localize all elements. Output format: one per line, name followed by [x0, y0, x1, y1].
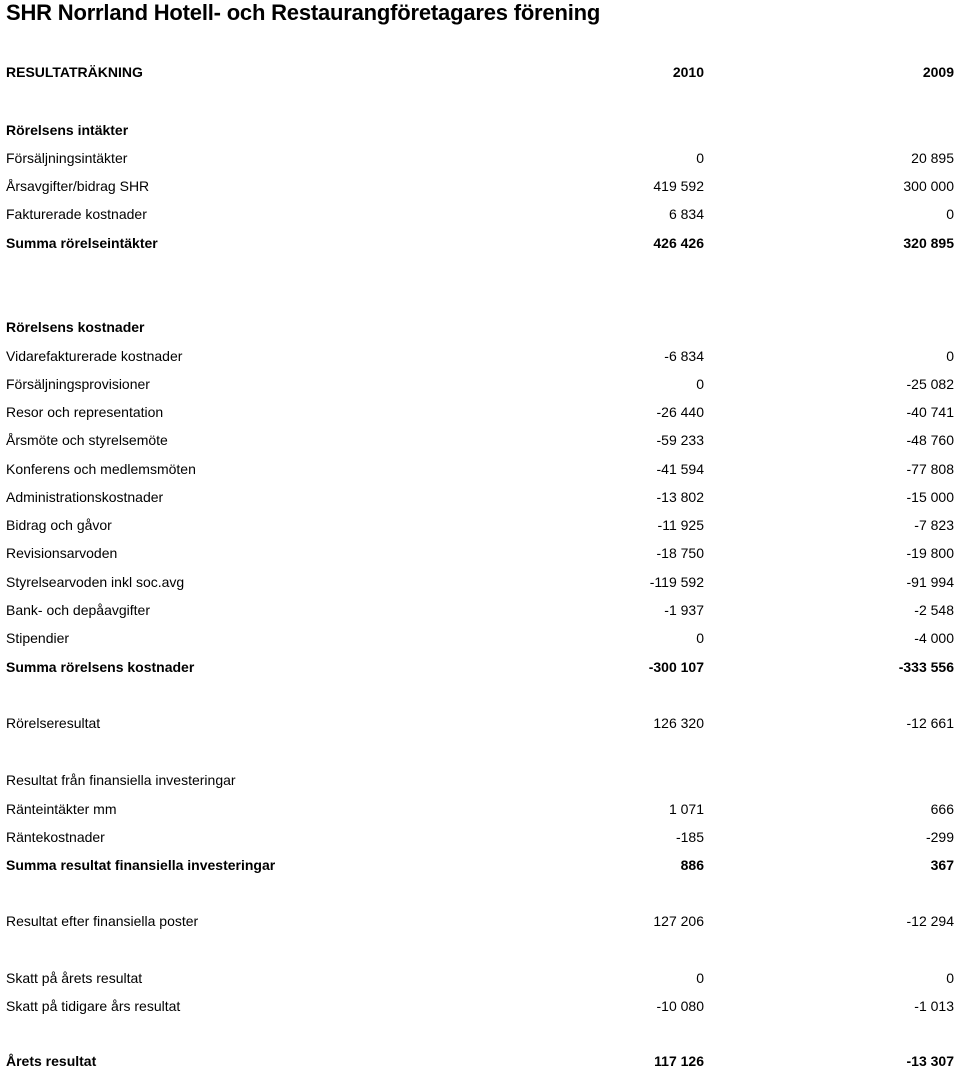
row-label: Resultat efter finansiella poster	[6, 913, 199, 929]
row-label: Revisionsarvoden	[6, 545, 118, 561]
table-row	[0, 203, 960, 225]
value-2009: -12 294	[906, 913, 954, 929]
table-row	[0, 458, 960, 480]
table-row	[0, 175, 960, 197]
row-label: Rörelsens intäkter	[6, 122, 129, 138]
row-label: Summa rörelsens kostnader	[6, 659, 195, 675]
value-2010: -185	[675, 829, 704, 845]
table-row	[0, 712, 960, 734]
document-title: SHR Norrland Hotell- och Restaurangföretagares förening	[6, 0, 601, 25]
value-2009: -77 808	[906, 461, 954, 477]
value-2010: 419 592	[653, 178, 704, 194]
column-header-2009: 2009	[922, 64, 954, 80]
value-2009: -2 548	[914, 602, 954, 618]
value-2009: -40 741	[906, 404, 954, 420]
value-2010: 6 834	[668, 206, 704, 222]
row-label: Stipendier	[6, 630, 70, 646]
row-label: Vidarefakturerade kostnader	[6, 348, 183, 364]
value-2009: -299	[925, 829, 954, 845]
section-heading-financial	[0, 769, 960, 791]
value-2009: -13 307	[906, 1053, 954, 1069]
value-2010: 126 320	[653, 715, 704, 731]
table-row	[0, 429, 960, 451]
value-2009: 0	[946, 206, 954, 222]
table-row	[0, 571, 960, 593]
value-2010: 886	[680, 857, 704, 873]
value-2010: 0	[696, 376, 704, 392]
value-2009: -4 000	[914, 630, 954, 646]
value-2010: 426 426	[653, 235, 704, 251]
table-row	[0, 345, 960, 367]
value-2009: 20 895	[911, 150, 954, 166]
value-2010: -18 750	[656, 545, 704, 561]
value-2009: 367	[930, 857, 954, 873]
net-result-row	[0, 1050, 960, 1072]
value-2010: 0	[696, 970, 704, 986]
row-label: Ränteintäkter mm	[6, 801, 117, 817]
table-row	[0, 627, 960, 649]
value-2009: 300 000	[903, 178, 954, 194]
row-label: Konferens och medlemsmöten	[6, 461, 196, 477]
value-2010: 117 126	[654, 1053, 704, 1069]
value-2010: -6 834	[664, 348, 704, 364]
row-label: Räntekostnader	[6, 829, 105, 845]
value-2009: 0	[946, 348, 954, 364]
row-label: Årsavgifter/bidrag SHR	[6, 178, 150, 194]
value-2010: 127 206	[653, 913, 704, 929]
row-label: Fakturerade kostnader	[6, 206, 147, 222]
row-label: Summa rörelseintäkter	[6, 235, 158, 251]
value-2010: -1 937	[664, 602, 704, 618]
row-label: Bidrag och gåvor	[6, 517, 112, 533]
subtotal-row	[0, 232, 960, 254]
row-label: Resultat från finansiella investeringar	[6, 772, 236, 788]
table-row	[0, 514, 960, 536]
row-label: Administrationskostnader	[6, 489, 164, 505]
row-label: Årsmöte och styrelsemöte	[6, 432, 168, 448]
row-label: Summa resultat finansiella investeringar	[6, 857, 276, 873]
value-2009: -15 000	[906, 489, 954, 505]
value-2009: -48 760	[906, 432, 954, 448]
section-heading-operating-costs	[0, 316, 960, 338]
table-row	[0, 599, 960, 621]
table-row	[0, 401, 960, 423]
table-row	[0, 910, 960, 932]
row-label: Försäljningsintäkter	[6, 150, 128, 166]
value-2010: -26 440	[656, 404, 704, 420]
table-row	[0, 995, 960, 1017]
value-2010: -59 233	[656, 432, 704, 448]
row-label: Rörelseresultat	[6, 715, 101, 731]
statement-heading: RESULTATRÄKNING	[6, 64, 143, 80]
value-2010: 1 071	[668, 801, 704, 817]
value-2009: -25 082	[906, 376, 954, 392]
row-label: Resor och representation	[6, 404, 164, 420]
section-heading-operating-income	[0, 119, 960, 141]
value-2010: -119 592	[649, 574, 704, 590]
subtotal-row	[0, 854, 960, 876]
table-row	[0, 486, 960, 508]
table-row	[0, 542, 960, 564]
row-label: Styrelsearvoden inkl soc.avg	[6, 574, 185, 590]
table-row	[0, 373, 960, 395]
value-2009: 0	[946, 970, 954, 986]
value-2009: -12 661	[906, 715, 954, 731]
value-2010: -41 594	[656, 461, 704, 477]
subtotal-row	[0, 656, 960, 678]
statement-header-row	[0, 61, 960, 83]
value-2010: -300 107	[648, 659, 704, 675]
value-2010: -10 080	[656, 998, 704, 1014]
value-2009: 320 895	[903, 235, 954, 251]
column-header-2010: 2010	[672, 64, 704, 80]
value-2010: 0	[696, 150, 704, 166]
value-2009: 666	[930, 801, 954, 817]
row-label: Skatt på tidigare års resultat	[6, 998, 181, 1014]
row-label: Försäljningsprovisioner	[6, 376, 150, 392]
value-2010: 0	[696, 630, 704, 646]
value-2009: -1 013	[914, 998, 954, 1014]
value-2009: -7 823	[914, 517, 954, 533]
value-2009: -333 556	[898, 659, 954, 675]
value-2010: -13 802	[656, 489, 704, 505]
row-label: Bank- och depåavgifter	[6, 602, 150, 618]
table-row	[0, 967, 960, 989]
value-2009: -91 994	[906, 574, 954, 590]
row-label: Rörelsens kostnader	[6, 319, 145, 335]
row-label: Skatt på årets resultat	[6, 970, 143, 986]
table-row	[0, 826, 960, 848]
row-label: Årets resultat	[6, 1053, 97, 1069]
table-row	[0, 798, 960, 820]
table-row	[0, 147, 960, 169]
value-2009: -19 800	[906, 545, 954, 561]
value-2010: -11 925	[657, 517, 704, 533]
